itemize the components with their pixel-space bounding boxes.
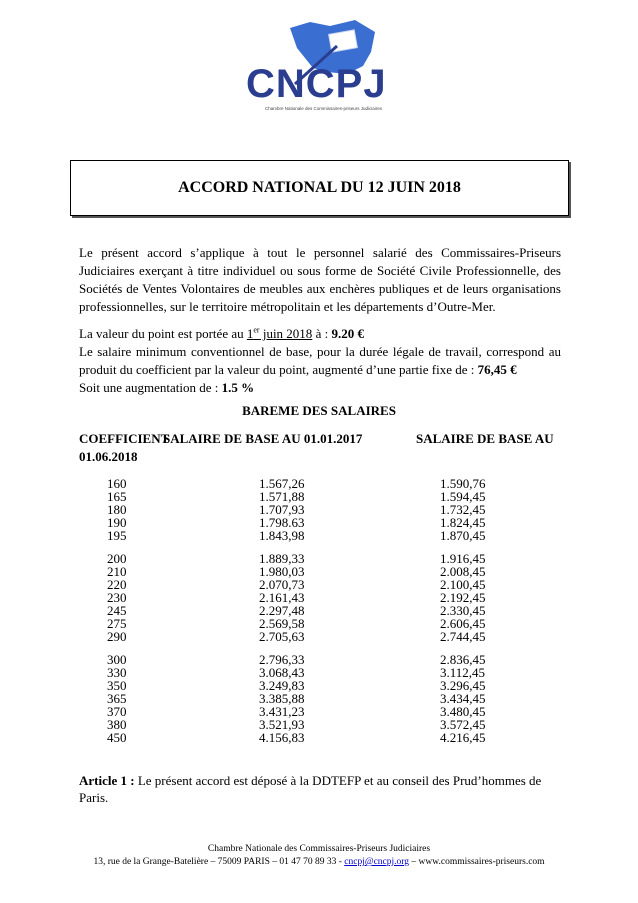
table-row <box>0 718 638 731</box>
salary-2017-cell: 1.843,98 <box>259 528 305 543</box>
coefficient-cell: 245 <box>107 603 127 618</box>
title-box <box>70 160 569 216</box>
salary-2018-cell: 1.824,45 <box>440 515 486 530</box>
coefficient-cell: 275 <box>107 616 127 631</box>
coefficient-cell: 330 <box>107 665 127 680</box>
minimum-prefix: produit du coefficient par la valeur du point, augmenté d’une partie fixe de : <box>79 362 478 377</box>
salary-2018-cell: 1.594,45 <box>440 489 486 504</box>
salary-2017-cell: 2.070,73 <box>259 577 305 592</box>
logo-tagline: Chambre Nationale des Commissaires-priseurs Judiciaires <box>265 106 383 111</box>
salary-2018-cell: 1.590,76 <box>440 476 486 491</box>
table-row <box>0 529 638 542</box>
point-mid: à : <box>312 326 332 341</box>
salary-terms <box>79 325 561 397</box>
table-row <box>0 666 638 679</box>
salary-2017-cell: 1.567,26 <box>259 476 305 491</box>
footer <box>0 843 638 869</box>
coefficient-cell: 290 <box>107 629 127 644</box>
table-row <box>0 692 638 705</box>
footer-org: Chambre Nationale des Commissaires-Priseurs Judiciaires <box>207 844 431 854</box>
coefficient-cell: 365 <box>107 691 127 706</box>
footer-website: – www.commissaires-priseurs.com <box>409 857 545 867</box>
increase-value: 1.5 % <box>221 380 255 395</box>
salary-2017-cell: 2.796,33 <box>259 652 305 667</box>
point-date-day: 1 <box>246 326 254 341</box>
salary-2018-cell: 3.480,45 <box>440 704 486 719</box>
header-salary-2018: SALAIRE DE BASE AU <box>416 431 554 446</box>
salary-2017-cell: 3.385,88 <box>259 691 305 706</box>
salary-2018-cell: 1.732,45 <box>440 502 486 517</box>
coefficient-cell: 300 <box>107 652 127 667</box>
salary-2017-cell: 3.431,23 <box>259 704 305 719</box>
point-date-sup: er <box>253 325 260 335</box>
coefficient-cell: 160 <box>107 476 127 491</box>
table-row <box>0 578 638 591</box>
salary-2018-cell: 2.008,45 <box>440 564 486 579</box>
footer-contact <box>0 856 638 869</box>
increase-line <box>79 379 561 397</box>
salary-2017-cell: 1.980,03 <box>259 564 305 579</box>
group-spacer <box>0 643 638 653</box>
document-title: ACCORD NATIONAL DU 12 JUIN 2018 <box>178 179 461 196</box>
point-prefix: La valeur du point est portée au <box>79 326 247 341</box>
coefficient-cell: 450 <box>107 730 127 745</box>
table-row <box>0 591 638 604</box>
salary-2017-cell: 1.707,93 <box>259 502 305 517</box>
table-row <box>0 630 638 643</box>
table-row <box>0 490 638 503</box>
salary-2018-cell: 3.434,45 <box>440 691 486 706</box>
bareme-title: BAREME DES SALAIRES <box>242 403 396 418</box>
salary-2017-cell: 4.156,83 <box>259 730 305 745</box>
article-text: Le présent accord est déposé à la DDTEFP et au conseil des Prud’hommes de Paris. <box>79 773 542 805</box>
article-label: Article 1 : <box>79 773 135 788</box>
coefficient-cell: 210 <box>107 564 127 579</box>
salary-2018-cell: 1.916,45 <box>440 551 486 566</box>
increase-prefix: Soit une augmentation de : <box>79 380 222 395</box>
salary-2018-cell: 1.870,45 <box>440 528 486 543</box>
minimum-fixed-value: 76,45 € <box>477 362 517 377</box>
table-row <box>0 731 638 744</box>
coefficient-cell: 370 <box>107 704 127 719</box>
group-spacer <box>0 542 638 552</box>
table-row <box>0 516 638 529</box>
salary-2018-cell: 2.606,45 <box>440 616 486 631</box>
header-coefficient: COEFFICIENT <box>79 431 170 446</box>
intro-paragraph: Le présent accord s’applique à tout le personnel salarié des Commissaires-Priseurs Judiciaires exerçant à titre individuel ou sous forme de Société Civile Professionnelle, des Sociétés de Ventes Volontaires de meubles aux enchères publiques et de leurs organisations professionnelles, sur le territoire métropolitain et les départements d’Outre-Mer. <box>79 245 561 314</box>
coefficient-cell: 195 <box>107 528 127 543</box>
salary-2018-cell: 2.744,45 <box>440 629 486 644</box>
salary-2018-cell: 2.100,45 <box>440 577 486 592</box>
coefficient-cell: 380 <box>107 717 127 732</box>
table-row <box>0 477 638 490</box>
footer-email-link[interactable]: cncpj@cncpj.org <box>344 857 410 867</box>
table-row <box>0 604 638 617</box>
coefficient-cell: 200 <box>107 551 127 566</box>
salary-2017-cell: 1.889,33 <box>259 551 305 566</box>
salary-2018-cell: 2.836,45 <box>440 652 486 667</box>
salary-2017-cell: 3.249,83 <box>259 678 305 693</box>
salary-2017-cell: 1.571,88 <box>259 489 305 504</box>
table-row <box>0 503 638 516</box>
logo-wordmark: CNCPJ <box>246 62 387 106</box>
salary-2017-cell: 2.297,48 <box>259 603 305 618</box>
header-salary-2018-date: 01.06.2018 <box>79 449 138 464</box>
footer-address: 13, rue de la Grange-Batelière – 75009 PARIS – 01 47 70 89 33 - <box>93 857 345 867</box>
table-row <box>0 552 638 565</box>
salary-2018-cell: 3.112,45 <box>440 665 486 680</box>
minimum-line-2 <box>79 361 561 379</box>
coefficient-cell: 230 <box>107 590 127 605</box>
coefficient-cell: 220 <box>107 577 127 592</box>
point-value-line <box>79 325 561 343</box>
point-date <box>247 326 312 341</box>
minimum-line-1: Le salaire minimum conventionnel de base, pour la durée légale de travail, correspond au <box>79 344 561 359</box>
salary-2018-cell: 3.296,45 <box>440 678 486 693</box>
table-row <box>0 653 638 666</box>
point-value: 9.20 € <box>331 326 364 341</box>
point-date-rest: juin 2018 <box>259 326 313 341</box>
salary-table <box>0 477 638 744</box>
salary-2017-cell: 3.068,43 <box>259 665 305 680</box>
salary-2017-cell: 3.521,93 <box>259 717 305 732</box>
salary-2017-cell: 2.569,58 <box>259 616 305 631</box>
header-salary-2017: SALAIRE DE BASE AU 01.01.2017 <box>163 431 363 446</box>
table-row <box>0 705 638 718</box>
salary-2018-cell: 2.330,45 <box>440 603 486 618</box>
article-1 <box>79 772 561 806</box>
table-row <box>0 617 638 630</box>
salary-2017-cell: 2.161,43 <box>259 590 305 605</box>
salary-2018-cell: 4.216,45 <box>440 730 486 745</box>
coefficient-cell: 350 <box>107 678 127 693</box>
table-row <box>0 679 638 692</box>
salary-2017-cell: 2.705,63 <box>259 629 305 644</box>
coefficient-cell: 190 <box>107 515 127 530</box>
coefficient-cell: 165 <box>107 489 127 504</box>
salary-2018-cell: 3.572,45 <box>440 717 486 732</box>
salary-2018-cell: 2.192,45 <box>440 590 486 605</box>
coefficient-cell: 180 <box>107 502 127 517</box>
table-row <box>0 565 638 578</box>
salary-2017-cell: 1.798.63 <box>259 515 305 530</box>
